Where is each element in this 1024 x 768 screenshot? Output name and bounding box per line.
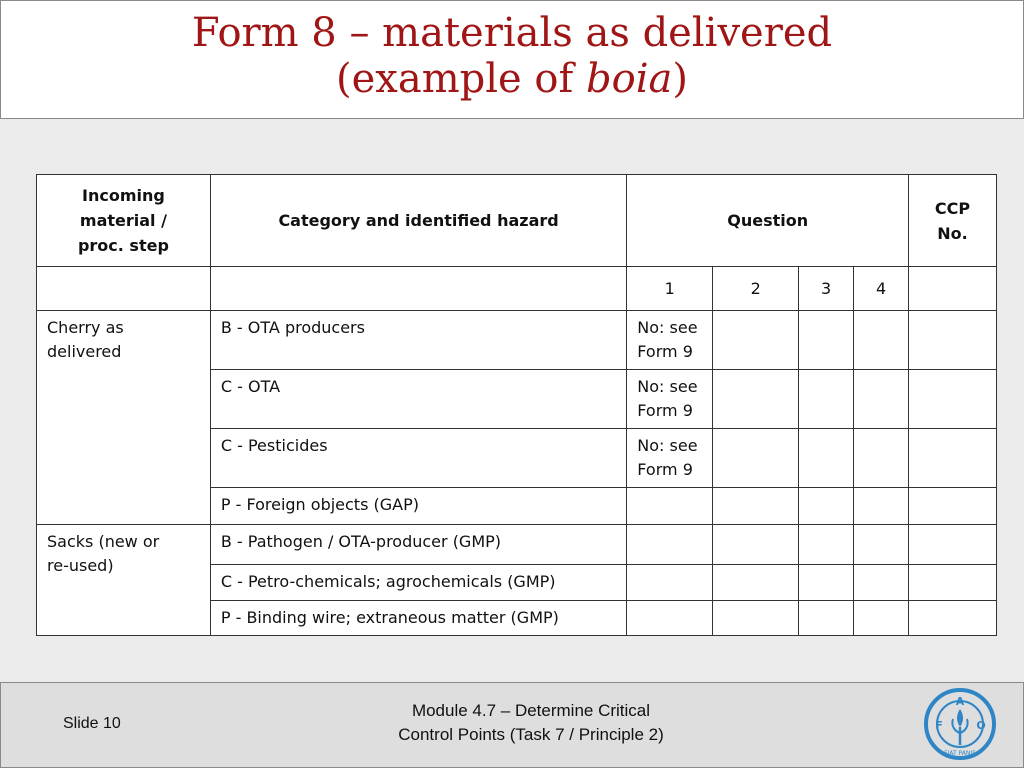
question-number: 2	[713, 267, 799, 311]
material-line: re-used)	[47, 556, 114, 575]
header-ccp-line: CCP	[934, 198, 971, 218]
header-ccp-no	[909, 175, 997, 267]
table-header-row	[37, 175, 997, 267]
q1-line: Form 9	[637, 342, 693, 361]
header-incoming-line: material /	[79, 211, 167, 230]
empty-cell	[713, 525, 799, 565]
header-question: Question	[627, 175, 909, 267]
hazard-cell: C - Pesticides	[210, 429, 626, 488]
empty-cell	[854, 370, 909, 429]
empty-cell	[210, 267, 626, 311]
empty-cell	[799, 429, 854, 488]
q1-line: No: see	[637, 436, 698, 455]
header-ccp-line: No.	[937, 223, 968, 243]
logo-letter: O	[976, 719, 986, 732]
material-line: Sacks (new or	[47, 532, 160, 551]
question-number: 4	[854, 267, 909, 311]
title-line-2	[0, 56, 1024, 102]
header-incoming-line: Incoming	[82, 186, 165, 205]
hazard-cell: B - Pathogen / OTA-producer (GMP)	[210, 525, 626, 565]
question-number-row	[37, 267, 997, 311]
module-line-1: Module 4.7 – Determine Critical	[411, 701, 651, 720]
material-cell	[37, 311, 211, 525]
empty-cell	[909, 267, 997, 311]
empty-cell	[627, 488, 713, 525]
header-incoming-line: proc. step	[77, 236, 169, 255]
empty-cell	[909, 525, 997, 565]
empty-cell	[909, 429, 997, 488]
module-line-2: Control Points (Task 7 / Principle 2)	[398, 725, 664, 744]
hazard-cell: P - Foreign objects (GAP)	[210, 488, 626, 525]
empty-cell	[909, 311, 997, 370]
empty-cell	[799, 311, 854, 370]
q1-line: No: see	[637, 318, 698, 337]
hazard-cell: C - OTA	[210, 370, 626, 429]
empty-cell	[37, 267, 211, 311]
empty-cell	[799, 488, 854, 525]
empty-cell	[909, 601, 997, 636]
empty-cell	[799, 370, 854, 429]
hazard-cell: C - Petro-chemicals; agrochemicals (GMP)	[210, 565, 626, 601]
q1-line: No: see	[637, 377, 698, 396]
empty-cell	[799, 525, 854, 565]
empty-cell	[713, 429, 799, 488]
empty-cell	[854, 525, 909, 565]
empty-cell	[627, 565, 713, 601]
hazard-cell: P - Binding wire; extraneous matter (GMP)	[210, 601, 626, 636]
empty-cell	[854, 488, 909, 525]
table-row	[37, 311, 997, 370]
slide-number: Slide 10	[63, 715, 121, 732]
question-number: 1	[627, 267, 713, 311]
empty-cell	[854, 429, 909, 488]
footer-bar	[0, 682, 1024, 768]
empty-cell	[713, 488, 799, 525]
empty-cell	[909, 370, 997, 429]
empty-cell	[713, 370, 799, 429]
empty-cell	[713, 311, 799, 370]
logo-letter: A	[955, 695, 965, 708]
title-line-1: Form 8 – materials as delivered	[191, 10, 833, 56]
empty-cell	[854, 565, 909, 601]
title-line-2-italic: boia	[586, 56, 673, 102]
module-caption	[321, 699, 741, 747]
material-line: Cherry as	[47, 318, 124, 337]
empty-cell	[799, 601, 854, 636]
page-title	[0, 10, 1024, 102]
fao-logo-icon	[923, 687, 997, 761]
title-line-2-prefix: (example of	[336, 56, 587, 102]
empty-cell	[713, 565, 799, 601]
materials-table	[36, 174, 997, 636]
question-1-cell	[627, 429, 713, 488]
empty-cell	[854, 311, 909, 370]
empty-cell	[854, 601, 909, 636]
material-cell	[37, 525, 211, 636]
material-line: delivered	[47, 342, 122, 361]
empty-cell	[799, 565, 854, 601]
empty-cell	[713, 601, 799, 636]
hazard-cell: B - OTA producers	[210, 311, 626, 370]
logo-letter: F	[935, 719, 943, 732]
title-line-2-suffix: )	[672, 56, 688, 102]
empty-cell	[627, 601, 713, 636]
q1-line: Form 9	[637, 460, 693, 479]
logo-motto: FIAT PANIS	[944, 750, 976, 757]
header-category-hazard: Category and identified hazard	[210, 175, 626, 267]
table-row	[37, 525, 997, 565]
header-incoming-material	[37, 175, 211, 267]
q1-line: Form 9	[637, 401, 693, 420]
question-number: 3	[799, 267, 854, 311]
question-1-cell	[627, 370, 713, 429]
empty-cell	[909, 565, 997, 601]
empty-cell	[909, 488, 997, 525]
question-1-cell	[627, 311, 713, 370]
empty-cell	[627, 525, 713, 565]
